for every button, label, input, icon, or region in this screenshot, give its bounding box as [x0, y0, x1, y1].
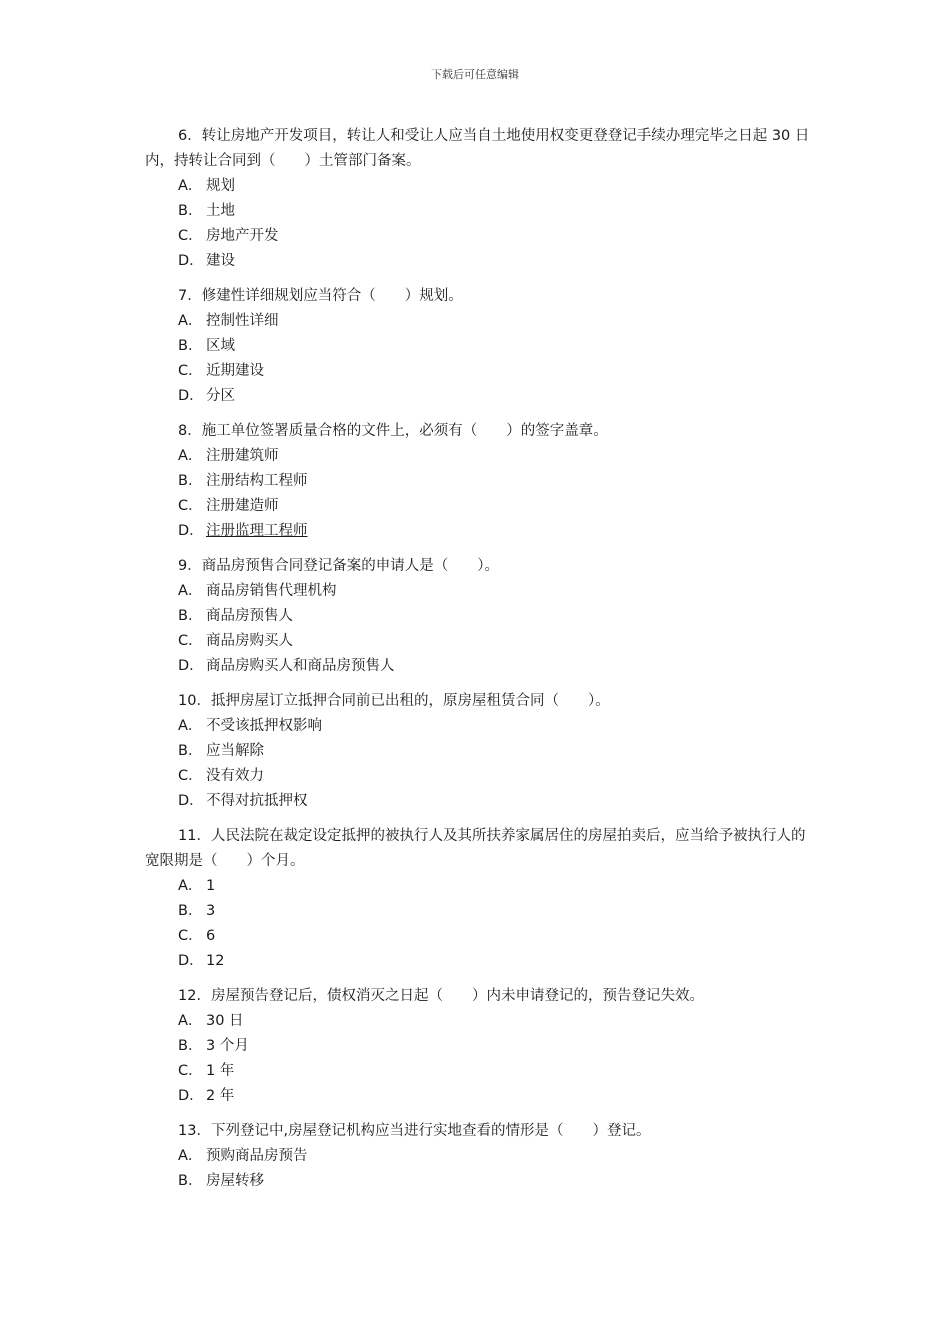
- option-text: 12: [206, 953, 225, 969]
- question-stem: 10．抵押房屋订立抵押合同前已出租的，原房屋租赁合同（ ）。: [178, 693, 610, 709]
- option-text: 30 日: [206, 1013, 244, 1029]
- option-c: [145, 629, 810, 654]
- document-body: [145, 124, 810, 1204]
- option-letter: B．: [178, 1038, 203, 1054]
- option-letter: D．: [178, 253, 204, 269]
- option-d: [145, 949, 810, 974]
- option-letter: D．: [178, 793, 204, 809]
- question-12: [145, 984, 810, 1109]
- option-letter: D．: [178, 953, 204, 969]
- option-text: 分区: [206, 388, 235, 404]
- option-c: [145, 224, 810, 249]
- option-letter: A．: [178, 878, 203, 894]
- option-letter: B．: [178, 473, 203, 489]
- option-letter: C．: [178, 768, 203, 784]
- option-text: 1: [206, 878, 216, 894]
- question-8: [145, 419, 810, 544]
- option-a: [145, 714, 810, 739]
- option-letter: C．: [178, 228, 203, 244]
- option-text: 商品房预售人: [206, 608, 293, 624]
- option-letter: B．: [178, 903, 203, 919]
- option-text: 2 年: [206, 1088, 235, 1104]
- option-b: [145, 469, 810, 494]
- option-letter: D．: [178, 523, 204, 539]
- option-b: [145, 604, 810, 629]
- option-text: 土地: [206, 203, 235, 219]
- option-a: [145, 309, 810, 334]
- option-text: 应当解除: [206, 743, 264, 759]
- question-stem: 7．修建性详细规划应当符合（ ）规划。: [178, 288, 463, 304]
- option-text: 建设: [206, 253, 235, 269]
- option-text: 预购商品房预告: [206, 1148, 308, 1164]
- option-a: [145, 579, 810, 604]
- option-c: [145, 924, 810, 949]
- question-11: [145, 824, 810, 974]
- question-13: [145, 1119, 810, 1194]
- option-b: [145, 1169, 810, 1194]
- question-7: [145, 284, 810, 409]
- option-text: 区域: [206, 338, 235, 354]
- option-letter: C．: [178, 633, 203, 649]
- option-letter: A．: [178, 178, 203, 194]
- option-text: 规划: [206, 178, 235, 194]
- option-a: [145, 174, 810, 199]
- option-text: 3: [206, 903, 216, 919]
- option-letter: A．: [178, 583, 203, 599]
- option-text: 控制性详细: [206, 313, 279, 329]
- option-b: [145, 739, 810, 764]
- option-text: 6: [206, 928, 216, 944]
- option-letter: C．: [178, 498, 203, 514]
- option-text: 房地产开发: [206, 228, 279, 244]
- option-letter: B．: [178, 338, 203, 354]
- question-stem: 11．人民法院在裁定设定抵押的被执行人及其所扶养家属居住的房屋拍卖后，应当给予被执行人的宽限期是（ ）个月。: [145, 828, 806, 869]
- question-6: [145, 124, 810, 274]
- question-stem: 12．房屋预告登记后，债权消灭之日起（ ）内未申请登记的，预告登记失效。: [178, 988, 704, 1004]
- option-c: [145, 494, 810, 519]
- option-d: [145, 789, 810, 814]
- option-letter: A．: [178, 718, 203, 734]
- option-letter: D．: [178, 1088, 204, 1104]
- option-a: [145, 1009, 810, 1034]
- option-text: 注册建造师: [206, 498, 279, 514]
- page-header: 下载后可任意编辑: [431, 68, 519, 81]
- option-a: [145, 1144, 810, 1169]
- option-letter: C．: [178, 363, 203, 379]
- option-c: [145, 1059, 810, 1084]
- option-letter: C．: [178, 928, 203, 944]
- option-c: [145, 359, 810, 384]
- option-letter: D．: [178, 388, 204, 404]
- option-letter: A．: [178, 448, 203, 464]
- option-text: 注册结构工程师: [206, 473, 308, 489]
- question-9: [145, 554, 810, 679]
- option-text: 商品房销售代理机构: [206, 583, 337, 599]
- option-d: [145, 249, 810, 274]
- option-b: [145, 199, 810, 224]
- option-text: 注册建筑师: [206, 448, 279, 464]
- option-a: [145, 874, 810, 899]
- option-text: 不受该抵押权影响: [206, 718, 322, 734]
- option-letter: B．: [178, 1173, 203, 1189]
- option-text: 近期建设: [206, 363, 264, 379]
- question-stem: 8．施工单位签署质量合格的文件上，必须有（ ）的签字盖章。: [178, 423, 608, 439]
- option-letter: B．: [178, 743, 203, 759]
- option-a: [145, 444, 810, 469]
- option-b: [145, 899, 810, 924]
- option-b: [145, 1034, 810, 1059]
- option-d: [145, 519, 810, 544]
- question-stem: 13．下列登记中,房屋登记机构应当进行实地查看的情形是（ ）登记。: [178, 1123, 651, 1139]
- option-letter: B．: [178, 203, 203, 219]
- option-d: [145, 384, 810, 409]
- question-10: [145, 689, 810, 814]
- option-b: [145, 334, 810, 359]
- option-letter: A．: [178, 1148, 203, 1164]
- option-letter: A．: [178, 313, 203, 329]
- option-d: [145, 1084, 810, 1109]
- option-letter: C．: [178, 1063, 203, 1079]
- option-text: 不得对抗抵押权: [206, 793, 308, 809]
- question-stem: 9．商品房预售合同登记备案的申请人是（ ）。: [178, 558, 499, 574]
- option-letter: D．: [178, 658, 204, 674]
- option-letter: A．: [178, 1013, 203, 1029]
- option-c: [145, 764, 810, 789]
- option-text: 3 个月: [206, 1038, 249, 1054]
- option-text: 房屋转移: [206, 1173, 264, 1189]
- option-text: 注册监理工程师: [206, 523, 308, 539]
- option-text: 商品房购买人: [206, 633, 293, 649]
- option-letter: B．: [178, 608, 203, 624]
- option-text: 商品房购买人和商品房预售人: [206, 658, 395, 674]
- question-stem: 6．转让房地产开发项目，转让人和受让人应当自土地使用权变更登登记手续办理完毕之日起 30 日内，持转让合同到（ ）土管部门备案。: [145, 128, 810, 169]
- option-text: 没有效力: [206, 768, 264, 784]
- option-d: [145, 654, 810, 679]
- option-text: 1 年: [206, 1063, 235, 1079]
